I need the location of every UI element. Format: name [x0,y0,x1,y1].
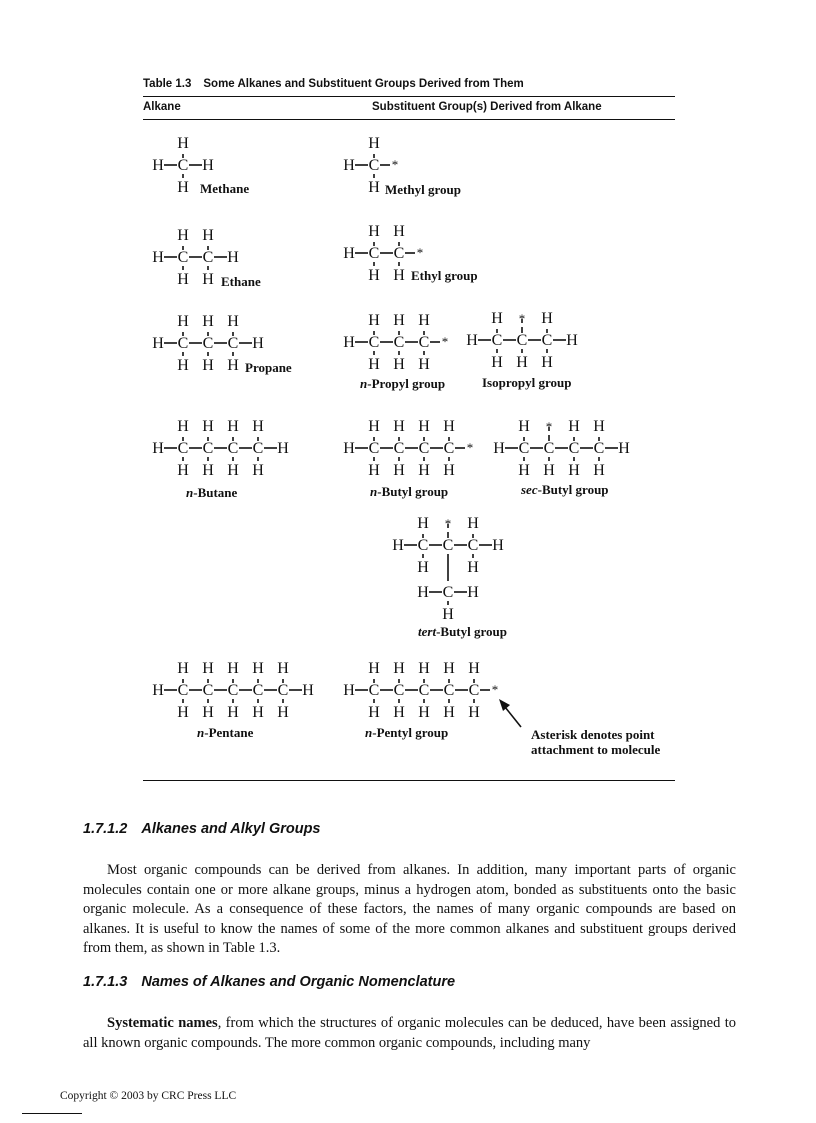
paragraph-nomenclature [83,1014,736,1053]
hydrogen-atom: H [418,704,430,721]
hydrogen-atom: H [418,660,430,677]
hydrogen-atom: H [393,223,405,240]
hydrogen-atom: H [368,179,380,196]
label-n-propyl-group: n-Propyl group [360,376,446,391]
carbon-atom: C [393,682,405,699]
attachment-asterisk: * [391,157,399,172]
asterisk-note: Asterisk denotes point attachment to molecule [531,727,661,757]
hydrogen-atom: H [368,356,380,373]
hydrogen-atom: H [516,354,528,371]
term-systematic-names: Systematic names [107,1015,218,1031]
hydrogen-atom: H [593,462,605,479]
hydrogen-atom: H [468,704,480,721]
hydrogen-atom: H [177,227,189,244]
carbon-atom: C [543,440,555,457]
attachment-asterisk: * [444,516,452,531]
hydrogen-atom: H [443,704,455,721]
hydrogen-atom: H [393,704,405,721]
hydrogen-atom: H [152,157,164,174]
hydrogen-atom: H [393,462,405,479]
label-isopropyl-group: Isopropyl group [482,375,572,390]
table-number: Table 1.3 [143,78,192,90]
carbon-atom: C [177,335,189,352]
carbon-atom: C [393,245,405,262]
section-title: Alkanes and Alkyl Groups [141,821,321,837]
carbon-atom: C [516,332,528,349]
hydrogen-atom: H [568,418,580,435]
paragraph-text: , from which the structures of organic molecules can be deduced, have been assigned to all known organic compounds. The more common organic compounds, including many [83,1015,736,1051]
section-number: 1.7.1.3 [83,974,128,990]
hydrogen-atom: H [468,660,480,677]
hydrogen-atom: H [418,418,430,435]
carbon-atom: C [468,682,480,699]
arrow-head [499,699,510,711]
label-sec-butyl-group: sec-Butyl group [521,482,609,497]
hydrogen-atom: H [252,704,264,721]
carbon-atom: C [368,245,380,262]
hydrogen-atom: H [541,354,553,371]
column-header-substituent: Substituent Group(s) Derived from Alkane [372,101,602,113]
hydrogen-atom: H [177,135,189,152]
carbon-atom: C [177,249,189,266]
carbon-atom: C [593,440,605,457]
hydrogen-atom: H [417,559,429,576]
label-n-pentane: n-Pentane [197,725,254,740]
carbon-atom: C [177,157,189,174]
label-ethyl-group: Ethyl group [411,268,478,283]
carbon-atom: C [177,440,189,457]
paragraph-alkanes: Most organic compounds can be derived from alkanes. In addition, many important parts of organic molecules contain one or more alkane groups, minus a hydrogen atom, bonded as substituents onto the basic organic molecule. As a consequence of these factors, the names of many organic compounds are based on alkanes. It is useful to know the names of some of the more common alkanes and substituent groups derived from them, as shown in Table 1.3. [83,862,736,957]
carbon-atom: C [368,440,380,457]
carbon-atom: C [202,682,214,699]
label-n-butyl-group: n-Butyl group [370,484,449,499]
label-n-butane: n-Butane [186,485,238,500]
hydrogen-atom: H [252,418,264,435]
hydrogen-atom: H [393,660,405,677]
carbon-atom: C [418,440,430,457]
hydrogen-atom: H [202,704,214,721]
carbon-atom: C [467,537,479,554]
hydrogen-atom: H [202,357,214,374]
hydrogen-atom: H [368,135,380,152]
hydrogen-atom: H [368,418,380,435]
hydrogen-atom: H [393,312,405,329]
hydrogen-atom: H [568,462,580,479]
hydrogen-atom: H [152,335,164,352]
hydrogen-atom: H [177,418,189,435]
hydrogen-atom: H [593,418,605,435]
hydrogen-atom: H [618,440,630,457]
carbon-atom: C [202,440,214,457]
hydrogen-atom: H [227,249,239,266]
hydrogen-atom: H [152,440,164,457]
hydrogen-atom: H [418,462,430,479]
attachment-asterisk: * [518,311,526,326]
carbon-atom: C [417,537,429,554]
hydrogen-atom: H [152,249,164,266]
carbon-atom: C [227,335,239,352]
attachment-asterisk: * [441,334,449,349]
carbon-atom: C [491,332,503,349]
copyright-footer: Copyright © 2003 by CRC Press LLC [60,1090,237,1102]
hydrogen-atom: H [277,440,289,457]
hydrogen-atom: H [202,157,214,174]
hydrogen-atom: H [202,660,214,677]
hydrogen-atom: H [493,440,505,457]
molecule-structures [152,135,630,721]
hydrogen-atom: H [417,584,429,601]
hydrogen-atom: H [177,462,189,479]
hydrogen-atom: H [252,462,264,479]
hydrogen-atom: H [343,682,355,699]
hydrogen-atom: H [227,418,239,435]
hydrogen-atom: H [443,462,455,479]
carbon-atom: C [202,335,214,352]
hydrogen-atom: H [467,584,479,601]
hydrogen-atom: H [202,313,214,330]
hydrogen-atom: H [152,682,164,699]
carbon-atom: C [541,332,553,349]
table-title: Some Alkanes and Substituent Groups Derived from Them [203,78,524,90]
hydrogen-atom: H [277,660,289,677]
carbon-atom: C [368,334,380,351]
label-methyl-group: Methyl group [385,182,461,197]
hydrogen-atom: H [177,704,189,721]
hydrogen-atom: H [177,313,189,330]
carbon-atom: C [443,440,455,457]
carbon-atom: C [518,440,530,457]
table-bottom-rule [143,780,675,781]
hydrogen-atom: H [177,357,189,374]
hydrogen-atom: H [393,267,405,284]
label-ethane: Ethane [221,274,261,289]
section-heading-1 [83,821,321,837]
hydrogen-atom: H [177,271,189,288]
hydrogen-atom: H [518,418,530,435]
section-number: 1.7.1.2 [83,821,128,837]
hydrogen-atom: H [343,440,355,457]
column-header-alkane: Alkane [143,101,181,113]
hydrogen-atom: H [518,462,530,479]
carbon-atom: C [442,537,454,554]
section-title: Names of Alkanes and Organic Nomenclature [141,974,456,990]
hydrogen-atom: H [368,312,380,329]
hydrogen-atom: H [252,335,264,352]
hydrogen-atom: H [541,310,553,327]
carbon-atom: C [393,440,405,457]
hydrogen-atom: H [343,157,355,174]
arrow-shaft [505,707,521,727]
hydrogen-atom: H [202,418,214,435]
attachment-asterisk: * [416,245,424,260]
hydrogen-atom: H [343,334,355,351]
hydrogen-atom: H [418,312,430,329]
hydrogen-atom: H [368,223,380,240]
hydrogen-atom: H [442,606,454,623]
hydrogen-atom: H [177,660,189,677]
label-propane: Propane [245,360,292,375]
hydrogen-atom: H [392,537,404,554]
hydrogen-atom: H [417,515,429,532]
section-heading-2 [83,974,455,990]
carbon-atom: C [568,440,580,457]
attachment-asterisk: * [466,440,474,455]
hydrogen-atom: H [202,271,214,288]
carbon-atom: C [227,682,239,699]
carbon-atom: C [418,334,430,351]
hydrogen-atom: H [227,704,239,721]
hydrogen-atom: H [202,227,214,244]
hydrogen-atom: H [443,418,455,435]
hydrogen-atom: H [543,462,555,479]
hydrogen-atom: H [418,356,430,373]
label-tert-butyl-group: tert-Butyl group [418,624,507,639]
label-n-pentyl-group: n-Pentyl group [365,725,449,740]
carbon-atom: C [202,249,214,266]
hydrogen-atom: H [393,356,405,373]
label-methane: Methane [200,181,250,196]
hydrogen-atom: H [466,332,478,349]
hydrogen-atom: H [177,179,189,196]
carbon-atom: C [368,157,380,174]
hydrogen-atom: H [252,660,264,677]
hydrogen-atom: H [368,704,380,721]
carbon-atom: C [393,334,405,351]
hydrogen-atom: H [491,354,503,371]
hydrogen-atom: H [368,267,380,284]
hydrogen-atom: H [227,313,239,330]
hydrogen-atom: H [368,660,380,677]
hydrogen-atom: H [443,660,455,677]
attachment-asterisk: * [545,419,553,434]
hydrogen-atom: H [227,357,239,374]
hydrogen-atom: H [277,704,289,721]
carbon-atom: C [227,440,239,457]
hydrogen-atom: H [227,462,239,479]
hydrogen-atom: H [302,682,314,699]
carbon-atom: C [252,682,264,699]
carbon-atom: C [443,682,455,699]
carbon-atom: C [177,682,189,699]
hydrogen-atom: H [492,537,504,554]
attachment-arrow [499,699,521,727]
hydrogen-atom: H [202,462,214,479]
hydrogen-atom: H [566,332,578,349]
hydrogen-atom: H [227,660,239,677]
footer-rule [22,1113,82,1114]
hydrogen-atom: H [368,462,380,479]
attachment-asterisk: * [491,682,499,697]
structure-labels [186,181,609,740]
hydrogen-atom: H [491,310,503,327]
carbon-atom: C [442,584,454,601]
carbon-atom: C [368,682,380,699]
hydrogen-atom: H [467,515,479,532]
hydrogen-atom: H [467,559,479,576]
hydrogen-atom: H [393,418,405,435]
carbon-atom: C [418,682,430,699]
carbon-atom: C [277,682,289,699]
hydrogen-atom: H [343,245,355,262]
carbon-atom: C [252,440,264,457]
